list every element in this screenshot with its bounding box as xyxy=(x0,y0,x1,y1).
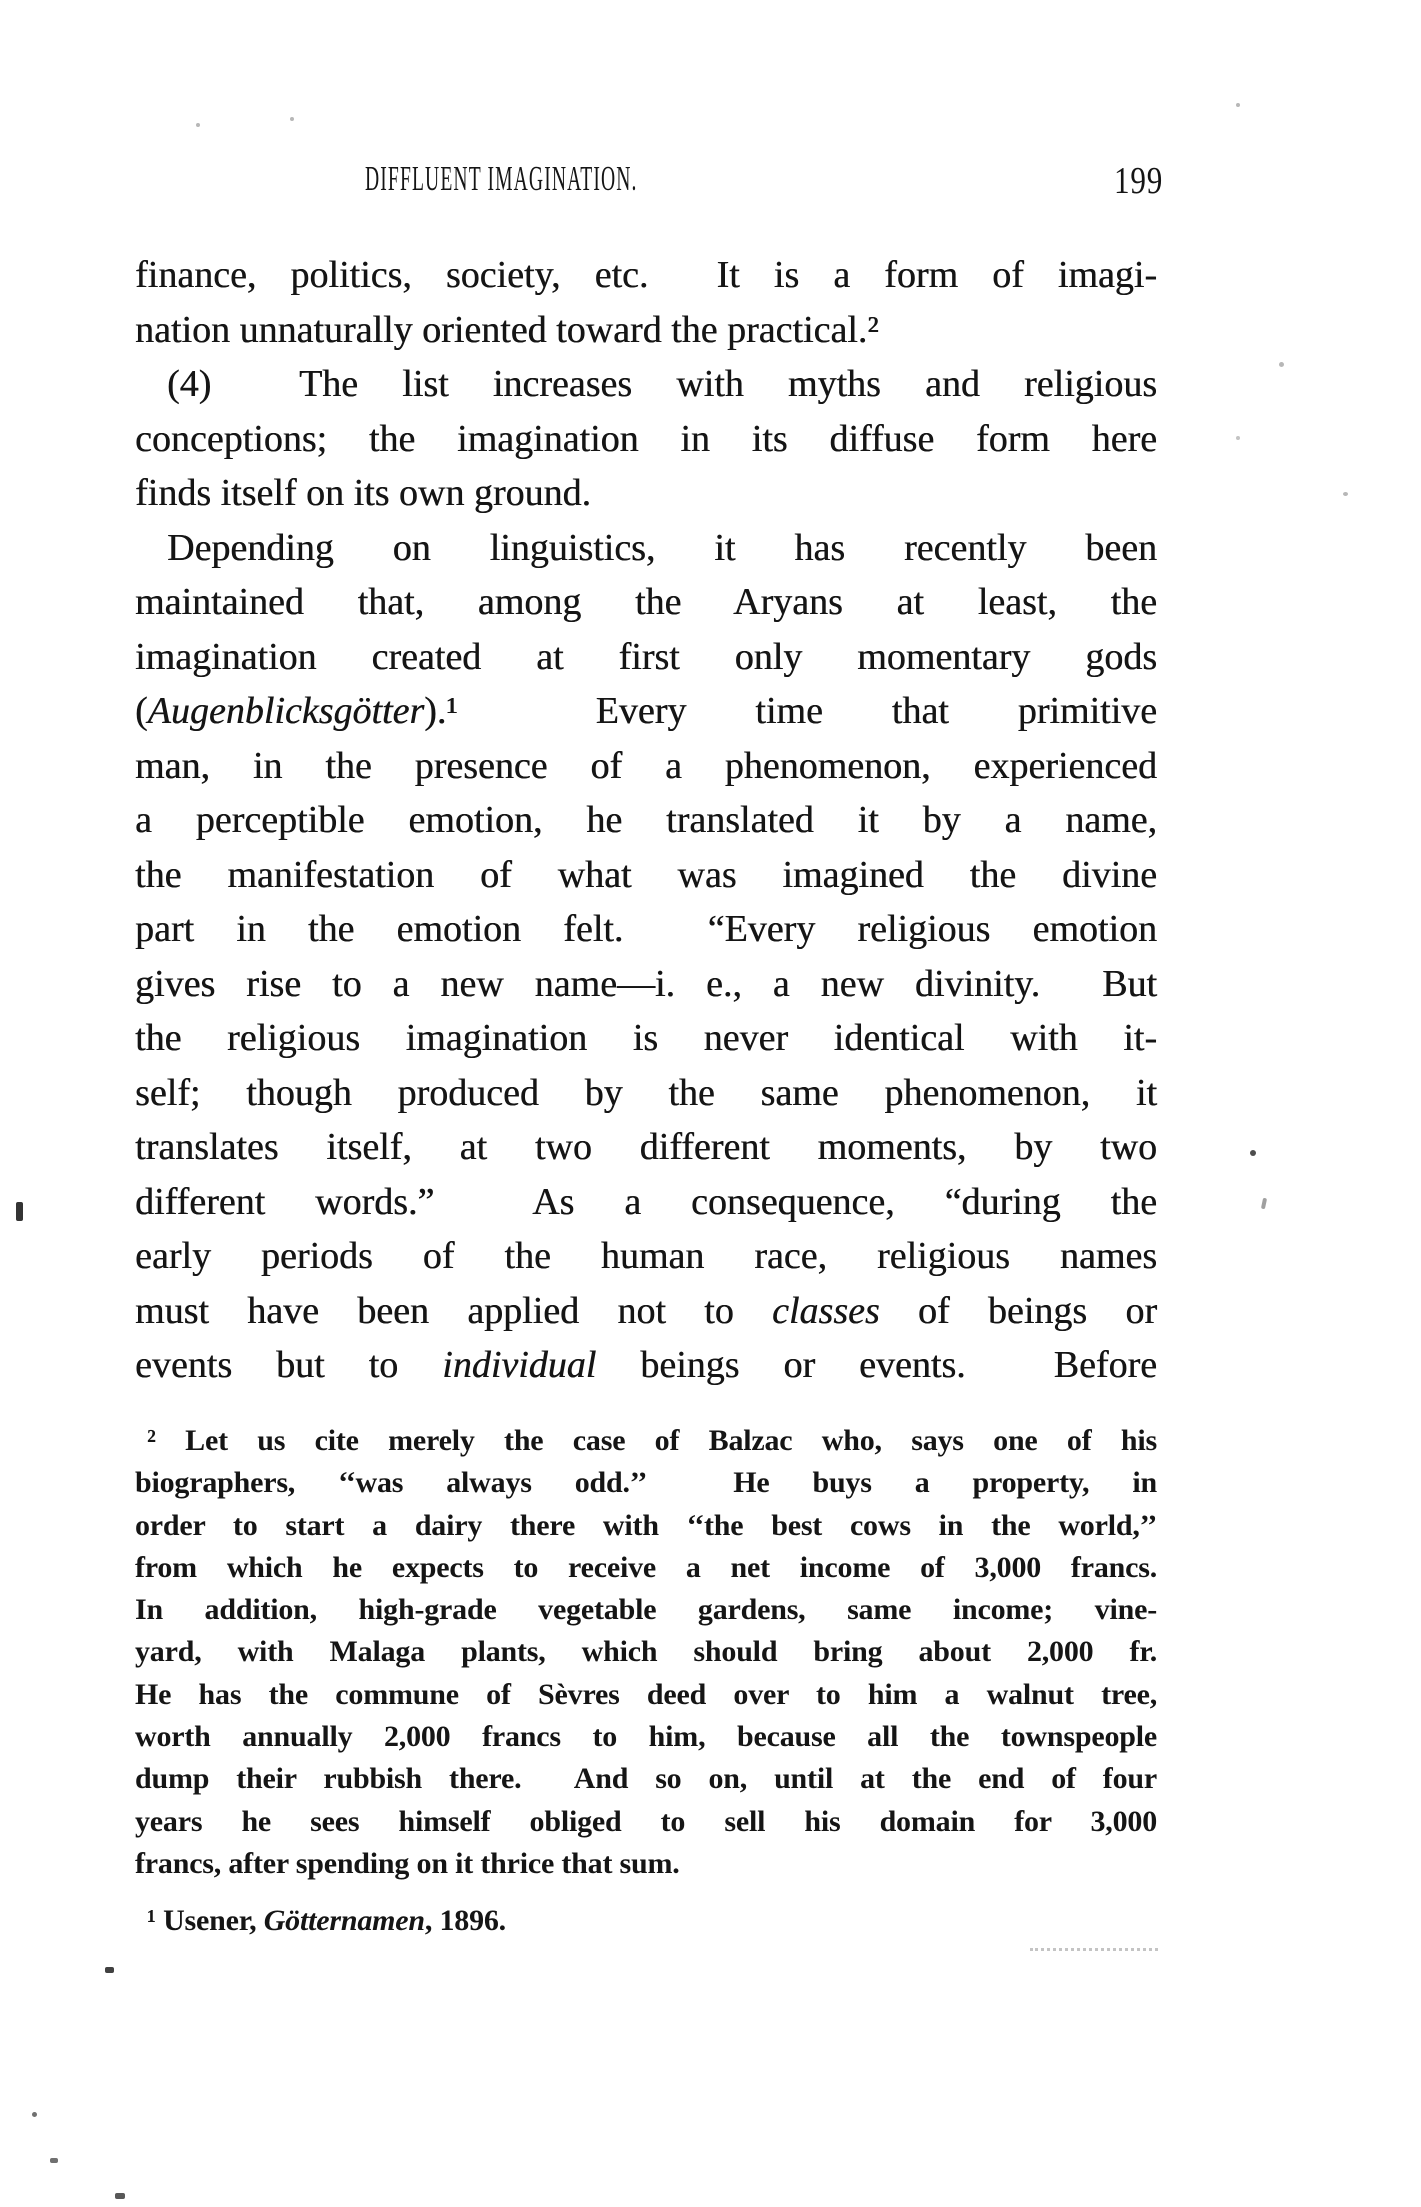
footnote-1 xyxy=(135,1900,1157,1942)
text-line xyxy=(135,357,1157,412)
italic-text: Götternamen xyxy=(263,1904,425,1938)
text-segment: worth annually 2,000 francs to him, because all the townspeople xyxy=(135,1720,1157,1754)
scan-speck xyxy=(1279,362,1284,367)
text-line xyxy=(135,575,1157,630)
text-segment: early periods of the human race, religious names xyxy=(135,1235,1157,1277)
text-line xyxy=(135,1900,1157,1942)
text-line xyxy=(135,1547,1157,1589)
text-line xyxy=(135,1066,1157,1121)
text-line xyxy=(135,1631,1157,1673)
text-segment: must have been applied not to xyxy=(135,1289,772,1332)
scan-speck xyxy=(32,2112,37,2117)
text-segment: nation unnaturally oriented toward the practical.² xyxy=(135,308,879,351)
text-line xyxy=(135,303,1157,358)
text-segment: ¹ Usener, xyxy=(147,1904,264,1938)
text-segment: part in the emotion felt. “Every religious emotion xyxy=(135,908,1157,950)
text-segment: (4) The list increases with myths and religious xyxy=(167,363,1157,405)
text-segment: self; though produced by the same phenomenon, it xyxy=(135,1071,1157,1114)
footnotes xyxy=(135,1420,1157,1943)
text-segment: yard, with Malaga plants, which should bring about 2,000 fr. xyxy=(135,1635,1157,1669)
scan-speck xyxy=(290,117,294,121)
text-line xyxy=(135,1716,1157,1758)
scan-speck xyxy=(105,1967,114,1973)
text-line xyxy=(135,248,1157,303)
text-line xyxy=(135,1589,1157,1631)
text-segment: Depending on linguistics, it has recently been xyxy=(167,526,1157,569)
text-segment: He has the commune of Sèvres deed over to him a walnut tree, xyxy=(135,1677,1157,1711)
body-text xyxy=(135,248,1157,1393)
text-line xyxy=(135,848,1157,903)
text-segment: ² Let us cite merely the case of Balzac who, says one of his xyxy=(147,1424,1157,1457)
text-segment: finds itself on its own ground. xyxy=(135,472,591,514)
text-line xyxy=(135,1420,1157,1462)
footnote-2 xyxy=(135,1420,1157,1885)
text-line xyxy=(135,1229,1157,1284)
text-line xyxy=(135,466,1157,521)
text-line xyxy=(135,1674,1157,1716)
text-line xyxy=(135,1505,1157,1547)
text-segment: events but to xyxy=(135,1344,443,1386)
scan-speck xyxy=(1261,1198,1267,1210)
scan-speck xyxy=(1343,492,1348,496)
scan-dotted-line xyxy=(1030,1948,1158,1951)
scan-speck xyxy=(50,2158,58,2163)
page-number: 199 xyxy=(1114,160,1164,202)
text-line xyxy=(135,1175,1157,1230)
italic-text: Augenblicksgötter xyxy=(147,690,425,732)
text-segment: imagination created at first only momentary gods xyxy=(135,635,1157,678)
text-segment: ( xyxy=(135,690,148,732)
text-line xyxy=(135,957,1157,1012)
scan-speck xyxy=(1250,1150,1256,1156)
scan-speck xyxy=(115,2193,125,2199)
text-segment: , 1896. xyxy=(424,1904,506,1938)
text-line xyxy=(135,1120,1157,1175)
text-line xyxy=(135,1462,1157,1504)
text-line xyxy=(135,793,1157,848)
text-segment: conceptions; the imagination in its diffuse form here xyxy=(135,417,1157,460)
scan-speck xyxy=(1236,103,1240,107)
text-segment: maintained that, among the Aryans at least, the xyxy=(135,581,1157,623)
text-segment: different words.” As a consequence, “during the xyxy=(135,1180,1157,1223)
text-segment: ).¹ Every time that primitive xyxy=(424,690,1157,732)
scan-speck xyxy=(1236,436,1240,440)
scan-speck xyxy=(16,1202,23,1221)
text-line xyxy=(135,684,1157,739)
text-line xyxy=(135,739,1157,794)
text-segment: the manifestation of what was imagined the divine xyxy=(135,853,1157,896)
text-segment: In addition, high-grade vegetable gardens, same income; vine- xyxy=(135,1593,1157,1627)
text-line xyxy=(135,630,1157,685)
text-segment: beings or events. Before xyxy=(596,1344,1157,1386)
text-line xyxy=(135,1843,1157,1885)
text-segment: the religious imagination is never identical with it- xyxy=(135,1017,1157,1059)
text-segment: francs, after spending on it thrice that sum. xyxy=(135,1846,680,1880)
text-line xyxy=(135,902,1157,957)
text-segment: years he sees himself obliged to sell his domain for 3,000 xyxy=(135,1804,1157,1838)
text-segment: a perceptible emotion, he translated it by a name, xyxy=(135,799,1157,841)
text-segment: gives rise to a new name—i. e., a new divinity. But xyxy=(135,962,1157,1005)
scan-speck xyxy=(196,123,200,127)
text-segment: finance, politics, society, etc. It is a form of imagi- xyxy=(135,254,1157,296)
text-line xyxy=(135,1801,1157,1843)
text-line xyxy=(135,1011,1157,1066)
italic-text: individual xyxy=(442,1344,597,1386)
text-segment: man, in the presence of a phenomenon, experienced xyxy=(135,744,1157,787)
text-line xyxy=(135,1758,1157,1800)
text-line xyxy=(135,1284,1157,1339)
text-segment: of beings or xyxy=(879,1289,1157,1332)
text-segment: from which he expects to receive a net income of 3,000 francs. xyxy=(135,1550,1157,1584)
italic-text: classes xyxy=(771,1289,880,1332)
page-title: DIFFLUENT IMAGINATION. xyxy=(365,159,638,198)
text-line xyxy=(135,521,1157,576)
text-line xyxy=(135,1338,1157,1393)
text-segment: translates itself, at two different moments, by two xyxy=(135,1126,1157,1168)
text-line xyxy=(135,412,1157,467)
text-segment: order to start a dairy there with ‘‘the best cows in the world,’’ xyxy=(135,1508,1157,1542)
text-segment: biographers, ‘‘was always odd.’’ He buys a property, in xyxy=(135,1466,1157,1500)
text-segment: dump their rubbish there. And so on, until at the end of four xyxy=(135,1762,1157,1796)
